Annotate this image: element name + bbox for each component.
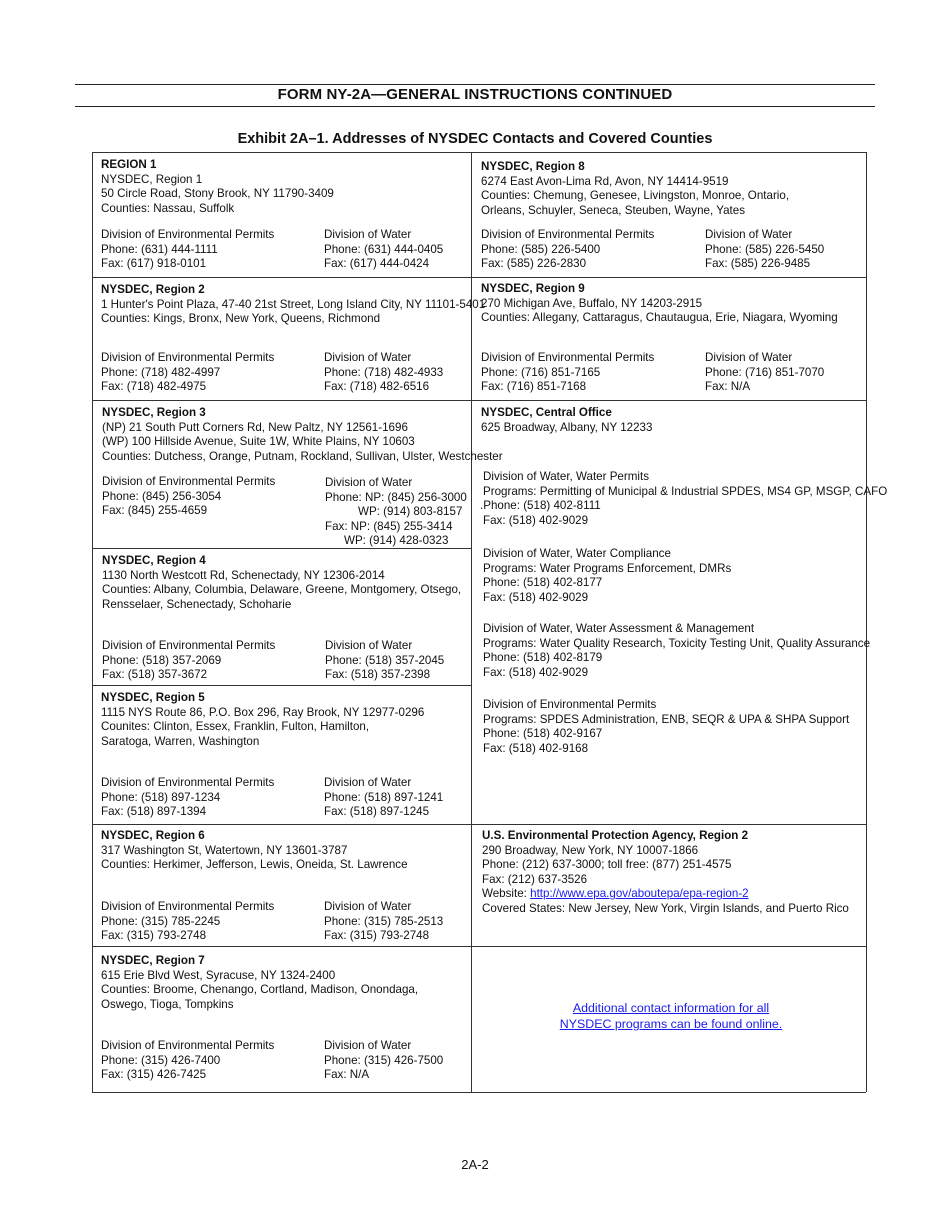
more-contacts-link[interactable] (472, 1000, 870, 1032)
row-divider (92, 277, 471, 278)
region-2-name: NYSDEC, Region 2 (101, 283, 205, 296)
region-5-line: 1115 NYS Route 86, P.O. Box 296, Ray Brook, NY 12977-0296 (101, 705, 425, 719)
region-4-env-permits (102, 639, 275, 683)
dep-fax: Fax: (518) 357-3672 (102, 668, 208, 682)
dep-fax: Fax: (518) 897-1394 (101, 805, 207, 819)
dow-phone: Phone: (716) 851-7070 (705, 365, 825, 379)
dep-fax: Fax: (585) 226-2830 (481, 257, 587, 271)
region-6-name: NYSDEC, Region 6 (101, 829, 205, 842)
dep-title: Division of Environmental Permits (101, 351, 275, 364)
epa-website-link[interactable]: http://www.epa.gov/aboutepa/epa-region-2 (530, 887, 749, 901)
region-4-cell (102, 554, 461, 612)
dow-title: Division of Water (324, 1039, 412, 1052)
epa-website-label: Website: (482, 887, 531, 901)
region-7-name: NYSDEC, Region 7 (101, 954, 205, 967)
region-1-env-permits (101, 228, 274, 272)
region-1-line: NYSDEC, Region 1 (101, 172, 203, 186)
dow-fax: Fax: (315) 793-2748 (324, 929, 430, 943)
region-3-line: Counties: Dutchess, Orange, Putnam, Rockland, Sullivan, Ulster, Westchester (102, 449, 503, 463)
dow-phone-wp: WP: (914) 803-8157 (358, 505, 463, 519)
dep-phone: Phone: (585) 226-5400 (481, 242, 601, 256)
region-8-line: 6274 East Avon-Lima Rd, Avon, NY 14414-9519 (481, 174, 729, 188)
dow-fax-wp: WP: (914) 428-0323 (344, 534, 449, 548)
region-8-env-permits (481, 228, 654, 272)
region-2-cell (101, 283, 485, 327)
central-water-assessment (483, 622, 870, 680)
dep-phone: Phone: (315) 426-7400 (101, 1053, 221, 1067)
dep-phone: Phone: (845) 256-3054 (102, 489, 222, 503)
row-divider (92, 824, 471, 825)
row-divider (471, 824, 866, 825)
region-2-env-permits (101, 351, 274, 395)
block-programs: Programs: Water Programs Enforcement, DMRs (483, 561, 732, 575)
dow-fax: Fax: (718) 482-6516 (324, 380, 430, 394)
dow-fax: Fax: (617) 444-0424 (324, 257, 430, 271)
region-9-name: NYSDEC, Region 9 (481, 282, 585, 295)
region-5-name: NYSDEC, Region 5 (101, 691, 205, 704)
region-1-line: Counties: Nassau, Suffolk (101, 201, 235, 215)
dow-phone: Phone: NP: (845) 256-3000 (325, 490, 467, 504)
region-5-line: Counites: Clinton, Essex, Franklin, Fulton, Hamilton, (101, 720, 370, 734)
block-programs: Programs: SPDES Administration, ENB, SEQR & UPA & SHPA Support (483, 712, 850, 726)
dow-fax: Fax: NP: (845) 255-3414 (325, 519, 453, 533)
epa-line: Fax: (212) 637-3526 (482, 872, 588, 886)
dow-title: Division of Water (324, 228, 412, 241)
dow-phone: Phone: (585) 226-5450 (705, 242, 825, 256)
block-title: Division of Water, Water Compliance (483, 547, 671, 560)
region-6-line: Counties: Herkimer, Jefferson, Lewis, Oneida, St. Lawrence (101, 858, 408, 872)
dow-phone: Phone: (518) 357-2045 (325, 653, 445, 667)
exhibit-title: Exhibit 2A–1. Addresses of NYSDEC Contacts and Covered Counties (237, 131, 713, 147)
region-4-line: Rensselaer, Schenectady, Schoharie (102, 597, 292, 611)
dep-fax: Fax: (716) 851-7168 (481, 380, 587, 394)
dep-phone: Phone: (631) 444-1111 (101, 242, 218, 256)
dep-phone: Phone: (518) 357-2069 (102, 653, 222, 667)
dow-title: Division of Water (324, 900, 412, 913)
region-3-name: NYSDEC, Region 3 (102, 406, 206, 419)
dow-fax: Fax: (518) 357-2398 (325, 668, 431, 682)
region-2-water (324, 351, 443, 395)
header-bottom-rule (75, 106, 875, 107)
block-phone: Phone: (518) 402-8179 (483, 651, 603, 665)
dep-phone: Phone: (518) 897-1234 (101, 790, 221, 804)
block-programs: Programs: Permitting of Municipal & Industrial SPDES, MS4 GP, MSGP, CAFO (483, 484, 888, 498)
central-office-name: NYSDEC, Central Office (481, 406, 612, 419)
region-7-env-permits (101, 1039, 274, 1083)
dow-title: Division of Water (705, 228, 793, 241)
central-water-permits (480, 470, 888, 528)
table-left-border (92, 152, 93, 1092)
central-env-permits (483, 698, 849, 756)
dep-title: Division of Environmental Permits (481, 351, 655, 364)
region-3-line: (NP) 21 South Putt Corners Rd, New Paltz, NY 12561-1696 (102, 420, 408, 434)
page-header-title: FORM NY-2A—GENERAL INSTRUCTIONS CONTINUED (277, 86, 673, 103)
region-8-cell (481, 160, 789, 218)
epa-region-2-cell (482, 829, 849, 917)
dow-phone: Phone: (315) 426-7500 (324, 1053, 444, 1067)
dep-fax: Fax: (617) 918-0101 (101, 257, 207, 271)
dow-phone: Phone: (631) 444-0405 (324, 242, 444, 256)
row-divider (92, 946, 471, 947)
region-7-water (324, 1039, 443, 1083)
dep-title: Division of Environmental Permits (481, 228, 655, 241)
row-divider (92, 685, 471, 686)
block-programs: Programs: Water Quality Research, Toxicity Testing Unit, Quality Assurance (483, 636, 871, 650)
region-7-line: 615 Erie Blvd West, Syracuse, NY 1324-2400 (101, 968, 336, 982)
dep-fax: Fax: (845) 255-4659 (102, 504, 208, 518)
epa-line: 290 Broadway, New York, NY 10007-1866 (482, 843, 699, 857)
region-6-env-permits (101, 900, 274, 944)
dep-fax: Fax: (315) 426-7425 (101, 1068, 207, 1082)
central-water-compliance (483, 547, 731, 605)
dow-title: Division of Water (325, 639, 413, 652)
region-3-cell (102, 406, 503, 464)
dep-phone: Phone: (718) 482-4997 (101, 365, 221, 379)
dep-phone: Phone: (716) 851-7165 (481, 365, 601, 379)
block-fax: Fax: (518) 402-9168 (483, 741, 589, 755)
dep-title: Division of Environmental Permits (102, 639, 276, 652)
region-1-line: 50 Circle Road, Stony Brook, NY 11790-3409 (101, 187, 334, 201)
dow-title: Division of Water (705, 351, 793, 364)
row-divider (92, 400, 471, 401)
region-1-name: REGION 1 (101, 158, 157, 171)
region-3-env-permits (102, 475, 275, 519)
block-phone: .Phone: (518) 402-8111 (480, 499, 601, 513)
block-fax: Fax: (518) 402-9029 (483, 590, 589, 604)
region-8-line: Counties: Chemung, Genesee, Livingston, Monroe, Ontario, (481, 189, 790, 203)
region-4-line: 1130 North Westcott Rd, Schenectady, NY 12306-2014 (102, 568, 385, 582)
epa-line: Phone: (212) 637-3000; toll free: (877) 251-4575 (482, 858, 732, 872)
dow-phone: Phone: (518) 897-1241 (324, 790, 444, 804)
more-contacts-line-2[interactable]: NYSDEC programs can be found online. (559, 1017, 783, 1031)
region-8-water (705, 228, 824, 272)
dow-phone: Phone: (718) 482-4933 (324, 365, 444, 379)
epa-website (482, 887, 849, 902)
region-9-line: 270 Michigan Ave, Buffalo, NY 14203-2915 (481, 296, 703, 310)
region-4-water (325, 639, 444, 683)
epa-name: U.S. Environmental Protection Agency, Region 2 (482, 829, 749, 842)
epa-covered-states: Covered States: New Jersey, New York, Virgin Islands, and Puerto Rico (482, 901, 849, 915)
table-top-border (92, 152, 866, 153)
region-8-name: NYSDEC, Region 8 (481, 160, 585, 173)
dow-title: Division of Water (325, 476, 413, 489)
region-4-name: NYSDEC, Region 4 (102, 554, 206, 567)
table-bottom-border (92, 1092, 866, 1093)
block-title: Division of Environmental Permits (483, 698, 657, 711)
dow-title: Division of Water (324, 351, 412, 364)
row-divider (471, 400, 866, 401)
region-7-line: Oswego, Tioga, Tompkins (101, 997, 234, 1011)
central-office-line: 625 Broadway, Albany, NY 12233 (481, 420, 653, 434)
region-9-water (705, 351, 824, 395)
dow-fax: Fax: (585) 226-9485 (705, 257, 811, 271)
block-fax: Fax: (518) 402-9029 (483, 513, 589, 527)
region-3-water (325, 476, 467, 549)
region-2-line: Counties: Kings, Bronx, New York, Queens, Richmond (101, 312, 381, 326)
region-3-line: (WP) 100 Hillside Avenue, Suite 1W, White Plains, NY 10603 (102, 435, 415, 449)
region-5-line: Saratoga, Warren, Washington (101, 734, 260, 748)
dow-fax: Fax: N/A (705, 380, 751, 394)
region-9-env-permits (481, 351, 654, 395)
dep-title: Division of Environmental Permits (101, 228, 275, 241)
region-5-env-permits (101, 776, 274, 820)
row-divider (471, 946, 866, 947)
block-title: Division of Water, Water Permits (483, 470, 649, 483)
dep-title: Division of Environmental Permits (101, 900, 275, 913)
region-6-line: 317 Washington St, Watertown, NY 13601-3787 (101, 843, 348, 857)
row-divider (471, 277, 866, 278)
dow-phone: Phone: (315) 785-2513 (324, 914, 444, 928)
region-1-cell (101, 158, 334, 216)
region-5-cell (101, 691, 424, 749)
region-2-line: 1 Hunter's Point Plaza, 47-40 21st Street, Long Island City, NY 11101-5401 (101, 297, 486, 311)
header-top-rule (75, 84, 875, 85)
dow-title: Division of Water (324, 776, 412, 789)
dep-phone: Phone: (315) 785-2245 (101, 914, 221, 928)
central-office-cell (481, 406, 652, 435)
dow-fax: Fax: (518) 897-1245 (324, 805, 430, 819)
block-phone: Phone: (518) 402-8177 (483, 576, 603, 590)
dow-fax: Fax: N/A (324, 1068, 370, 1082)
dep-title: Division of Environmental Permits (101, 1039, 275, 1052)
region-9-cell (481, 282, 838, 326)
region-7-line: Counties: Broome, Chenango, Cortland, Madison, Onondaga, (101, 983, 419, 997)
block-phone: Phone: (518) 402-9167 (483, 727, 603, 741)
region-5-water (324, 776, 443, 820)
region-8-line: Orleans, Schuyler, Seneca, Steuben, Wayne, Yates (481, 203, 746, 217)
region-6-cell (101, 829, 408, 873)
block-fax: Fax: (518) 402-9029 (483, 665, 589, 679)
page-number: 2A-2 (461, 1157, 489, 1172)
dep-title: Division of Environmental Permits (101, 776, 275, 789)
region-6-water (324, 900, 443, 944)
dep-title: Division of Environmental Permits (102, 475, 276, 488)
region-4-line: Counties: Albany, Columbia, Delaware, Greene, Montgomery, Otsego, (102, 583, 462, 597)
region-7-cell (101, 954, 418, 1012)
block-title: Division of Water, Water Assessment & Management (483, 622, 755, 635)
dep-fax: Fax: (315) 793-2748 (101, 929, 207, 943)
region-1-water (324, 228, 443, 272)
more-contacts-line-1[interactable]: Additional contact information for all (572, 1001, 770, 1015)
dep-fax: Fax: (718) 482-4975 (101, 380, 207, 394)
region-9-line: Counties: Allegany, Cattaragus, Chautaugua, Erie, Niagara, Wyoming (481, 311, 838, 325)
